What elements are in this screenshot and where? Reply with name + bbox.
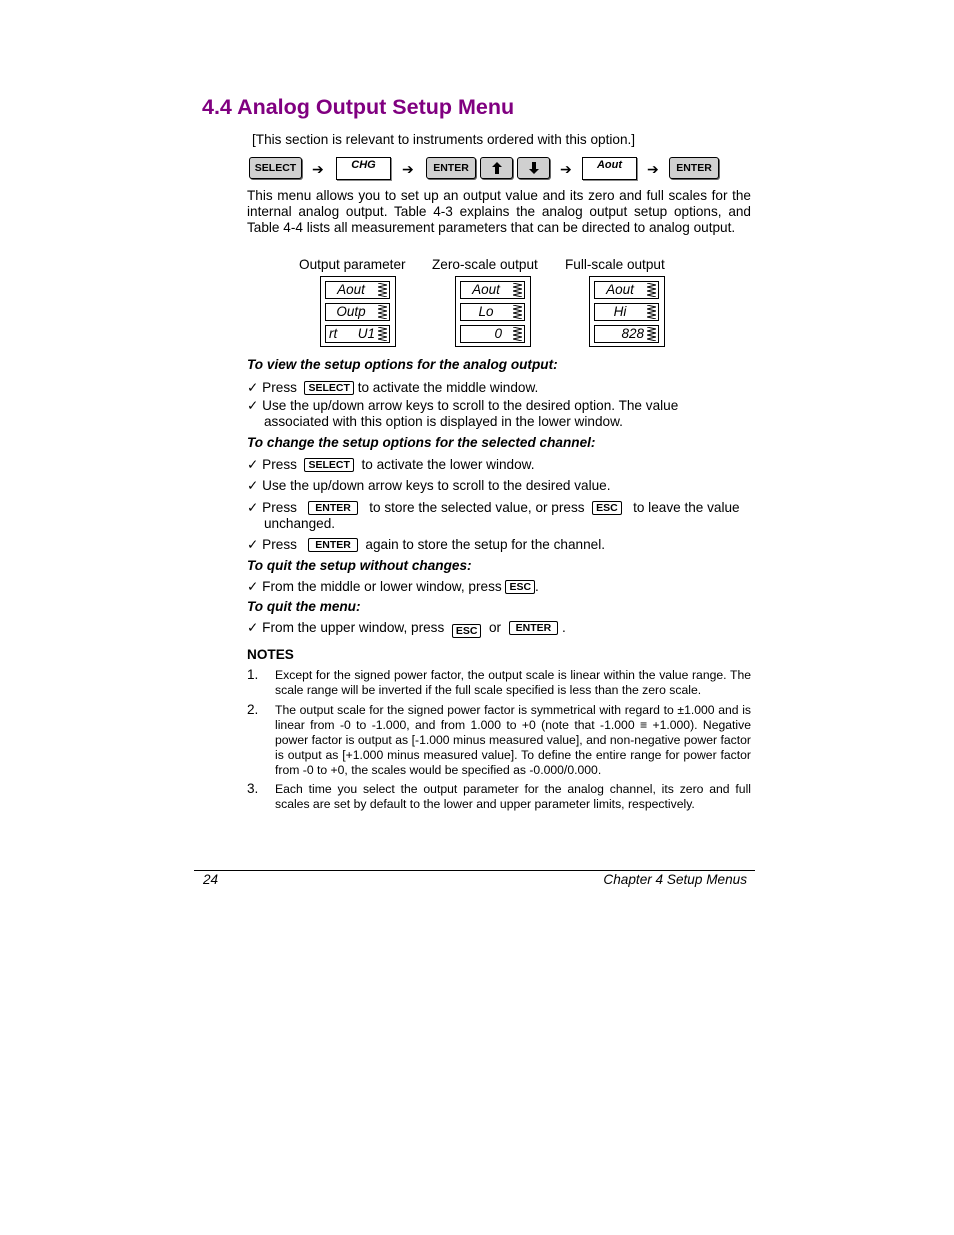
scroll-indicator-icon (513, 305, 522, 319)
check-icon: ✓ (247, 537, 259, 552)
chapter-title: Chapter 4 Setup Menus (603, 872, 747, 887)
scroll-indicator-icon (513, 283, 522, 297)
chg-display: CHG (336, 157, 391, 180)
change-step-3: ✓ Press ENTER to store the selected value, or press ESC to leave the value (247, 500, 740, 515)
arrow-icon: ➔ (560, 161, 572, 177)
esc-key: ESC (452, 624, 482, 638)
arrow-icon: ➔ (647, 161, 659, 177)
scroll-indicator-icon (647, 327, 656, 341)
change-step-2: ✓ Use the up/down arrow keys to scroll to the desired value. (247, 478, 611, 493)
view-step-2: ✓ Use the up/down arrow keys to scroll to the desired option. The value (247, 398, 679, 413)
panel-label: Output parameter (299, 257, 406, 272)
check-icon: ✓ (247, 457, 259, 472)
down-arrow-key (517, 157, 550, 179)
note-text: Each time you select the output parameter for the analog channel, its zero and full scales are set by default to the lower and upper parameter limits, respectively. (275, 782, 751, 811)
enter-key: ENTER (308, 538, 358, 552)
up-arrow-key (480, 157, 513, 179)
select-key: SELECT (249, 157, 302, 179)
down-arrow-icon (528, 161, 540, 175)
check-icon: ✓ (247, 579, 259, 594)
quit-nochange-step: ✓ From the middle or lower window, press ESC . (247, 579, 539, 594)
check-icon: ✓ (247, 398, 259, 413)
upper-window: Aout (460, 281, 525, 299)
check-icon: ✓ (247, 620, 259, 635)
esc-key: ESC (505, 580, 535, 594)
scroll-indicator-icon (513, 327, 522, 341)
change-step-4: ✓ Press ENTER again to store the setup for the channel. (247, 537, 605, 552)
quit-menu-step: ✓ From the upper window, press ESC or ENTER . (247, 620, 566, 637)
up-arrow-icon (491, 161, 503, 175)
note-text: Except for the signed power factor, the output scale is linear within the value range. The scale range will be inverted if the full scale specified is less than the zero scale. (275, 668, 751, 697)
page-number: 24 (203, 872, 219, 887)
footer-rule (194, 870, 755, 871)
note-text: The output scale for the signed power factor is symmetrical with regard to ±1.000 and is linear from -0 to -1.000, and from 1.000 to +0 (note that -1.000 ≡ +1.000). Negative power factor is output as [-1.000 minus measured value], and non-negative power factor is output as [+1.000 minus measured value]. To define the entire range for power factor from -0 to +0, the scales would be specified as -0.000/0.000. (275, 703, 751, 777)
section-heading: 4.4 Analog Output Setup Menu (202, 95, 515, 119)
lower-window: 0 (460, 325, 525, 343)
notes-heading: NOTES (247, 647, 294, 662)
change-heading: To change the setup options for the selected channel: (247, 435, 596, 450)
check-icon: ✓ (247, 500, 259, 515)
esc-key: ESC (592, 501, 622, 515)
arrow-icon: ➔ (402, 161, 414, 177)
change-step-3-cont: unchanged. (264, 516, 336, 531)
relevance-note: [This section is relevant to instruments ordered with this option.] (252, 132, 636, 147)
check-icon: ✓ (247, 478, 259, 493)
upper-window: Aout (325, 281, 390, 299)
aout-display: Aout (582, 157, 637, 180)
enter-key: ENTER (308, 501, 358, 515)
quit-nochange-heading: To quit the setup without changes: (247, 558, 472, 573)
full-scale-panel (589, 276, 665, 347)
panel-label: Full-scale output (565, 257, 665, 272)
quit-menu-heading: To quit the menu: (247, 599, 361, 614)
output-parameter-panel (320, 276, 396, 347)
lower-window: 828 (594, 325, 659, 343)
enter-key: ENTER (509, 621, 559, 635)
scroll-indicator-icon (378, 283, 387, 297)
panel-label: Zero-scale output (432, 257, 538, 272)
view-heading: To view the setup options for the analog output: (247, 357, 558, 372)
upper-window: Aout (594, 281, 659, 299)
scroll-indicator-icon (378, 327, 387, 341)
lower-window: rt U1 (325, 325, 390, 343)
middle-window: Lo (460, 303, 525, 321)
arrow-icon: ➔ (312, 161, 324, 177)
enter-key: ENTER (669, 157, 719, 179)
select-key: SELECT (304, 381, 353, 395)
note-number: 3. (247, 781, 259, 796)
note-number: 1. (247, 667, 259, 682)
intro-paragraph: This menu allows you to set up an output value and its zero and full scales for the internal analog output. Table 4-3 explains the analog output setup options, and Table 4-4 lists all measurement parameters that can be directed to analog output. (247, 188, 751, 235)
scroll-indicator-icon (647, 305, 656, 319)
scroll-indicator-icon (378, 305, 387, 319)
zero-scale-panel (455, 276, 531, 347)
change-step-1: ✓ Press SELECT to activate the lower window. (247, 457, 535, 472)
select-key: SELECT (304, 458, 353, 472)
note-number: 2. (247, 702, 259, 717)
enter-key: ENTER (426, 157, 476, 179)
scroll-indicator-icon (647, 283, 656, 297)
middle-window: Outp (325, 303, 390, 321)
view-step-1: ✓ Press SELECT to activate the middle window. (247, 380, 539, 395)
check-icon: ✓ (247, 380, 259, 395)
view-step-2-cont: associated with this option is displayed in the lower window. (264, 414, 623, 429)
middle-window: Hi (594, 303, 659, 321)
